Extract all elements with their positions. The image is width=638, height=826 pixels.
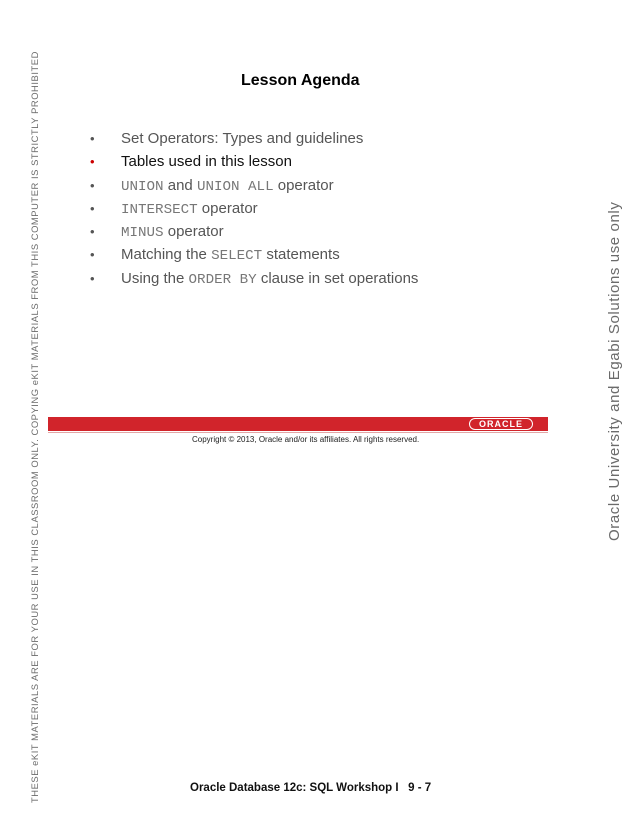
- agenda-item-text: UNION and UNION ALL operator: [121, 176, 334, 195]
- agenda-item-text: Matching the SELECT statements: [121, 246, 340, 265]
- page-footer: Oracle Database 12c: SQL Workshop I 9 - 7: [190, 782, 432, 794]
- agenda-item-text: MINUS operator: [121, 223, 224, 242]
- usage-watermark: Oracle University and Egabi Solutions use only: [606, 201, 623, 541]
- bullet-icon: •: [90, 270, 95, 286]
- bullet-icon: •: [90, 154, 95, 170]
- bullet-icon: •: [90, 177, 95, 193]
- bullet-icon: •: [90, 224, 95, 240]
- oracle-logo: ORACLE: [469, 418, 533, 430]
- bullet-icon: •: [90, 247, 95, 263]
- agenda-item-text: INTERSECT operator: [121, 199, 258, 218]
- bullet-icon: •: [90, 131, 95, 146]
- agenda-item-text: Set Operators: Types and guidelines: [121, 130, 364, 147]
- classroom-watermark: THESE eKIT MATERIALS ARE FOR YOUR USE IN THIS CLASSROOM ONLY. COPYING eKIT MATERIALS FROM THIS COMPUTER IS STRICTLY PROHIBITED: [29, 51, 40, 803]
- footer-divider: [48, 432, 548, 433]
- agenda-item-text: Using the ORDER BY clause in set operations: [121, 269, 419, 288]
- agenda-item-text: Tables used in this lesson: [121, 153, 292, 171]
- bullet-icon: •: [90, 200, 95, 216]
- slide-title: Lesson Agenda: [241, 72, 360, 89]
- copyright-notice: Copyright © 2013, Oracle and/or its affiliates. All rights reserved.: [192, 435, 420, 444]
